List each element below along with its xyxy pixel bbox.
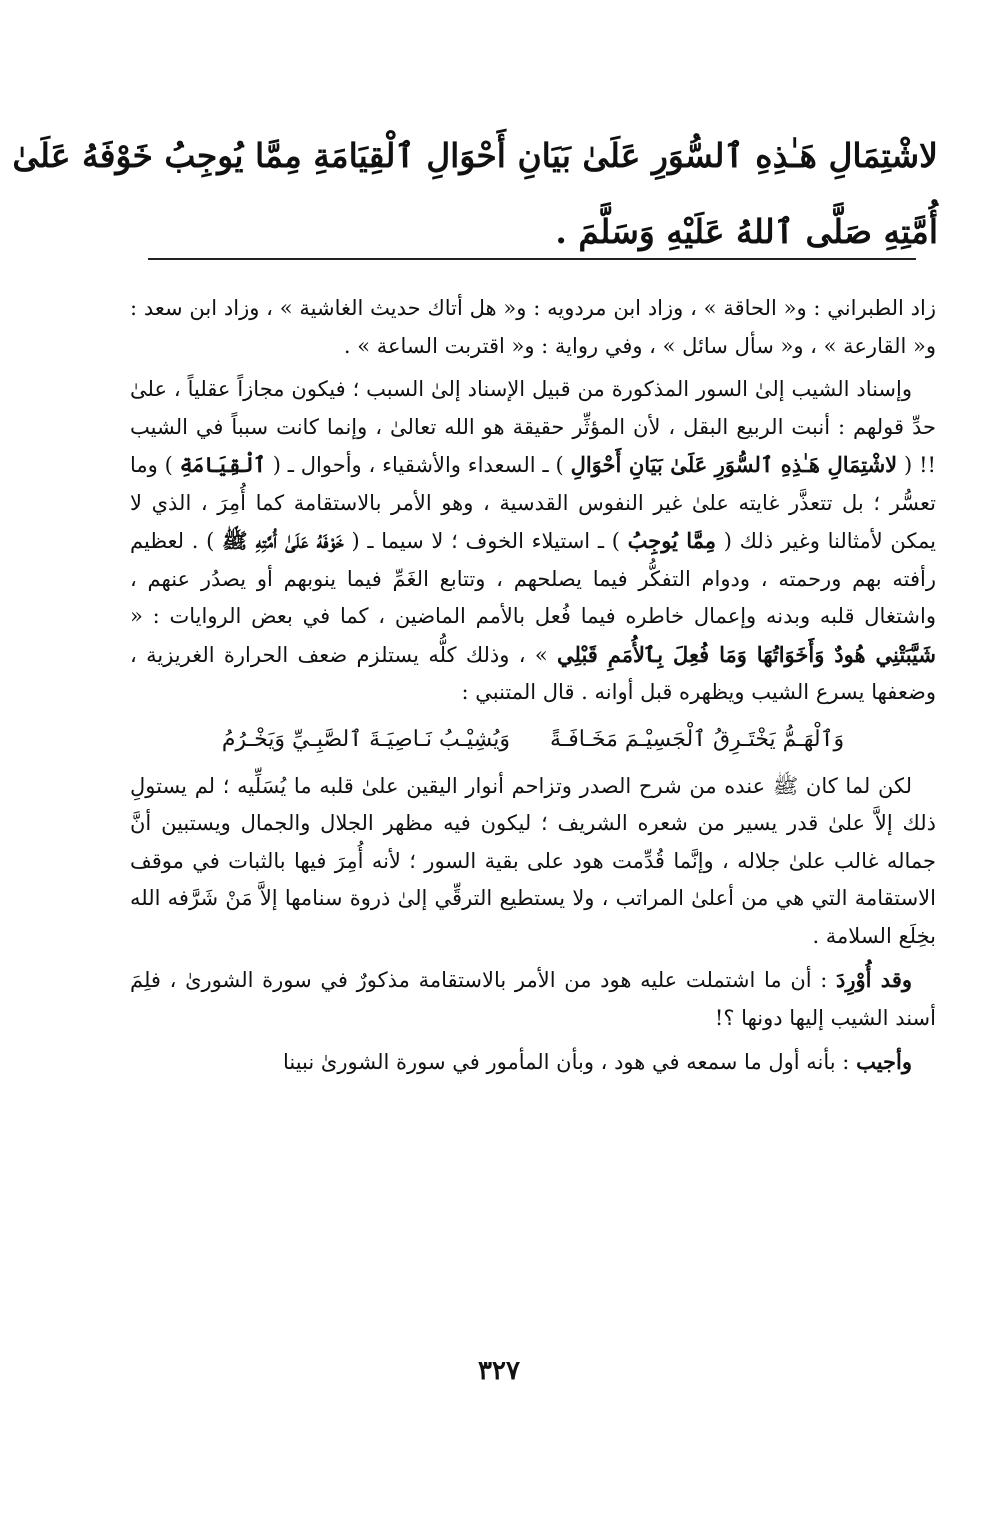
verse-quote: لاشْتِمَالِ هَـٰذِهِ ٱلسُّوَرِ عَلَىٰ بَيَانِ أَحْوَالِ (570, 452, 898, 477)
commentary-paragraph-1: وإسناد الشيب إلىٰ السور المذكورة من قبيل الإسناد إلىٰ السبب ؛ فيكون مجازاً عقلياً ، علىٰ حدِّ قولهم : أنبت الربيع البقل ، لأن المؤثِّر حقيقة هو الله تعالىٰ ، وإنما كانت سبباً في الشيب !! ( لاشْتِمَالِ هَـٰذِهِ ٱلسُّوَرِ عَلَىٰ بَيَانِ أَحْوَالِ ) ـ السعداء والأشقياء ، وأحوال ـ ( ٱلْقِيَامَةِ ) وما تعسُّر ؛ بل تتعذَّر غايته علىٰ غير النفوس القدسية ، وهو الأمر بالاستقامة كما أُمِرَ ، الذي لا يمكن لأمثالنا وغير ذلك ( مِمَّا يُوجِبُ ) ـ استيلاء الخوف ؛ لا سيما ـ ( خَوْفَهُ عَلَىٰ أُمَّتِهِ ﷺ ) . لعظيم رأفته بهم ورحمته ، ودوام التفكُّر فيما يصلحهم ، وتتابع الغَمِّ فيما ينوبهم أو يصدُر عنهم ، واشتغال قلبه وبدنه وإعمال خاطره فيما فُعل بالأمم الماضين ، كما في بعض الروايات : « شَيَّبَتْنِي هُودٌ وَأَخَوَاتُهَا وَمَا فُعِلَ بِٱلأُمَمِ قَبْلِي » ، وذلك كلُّه يستلزم ضعف الحرارة الغريزية ، وضعفها يسرع الشيب ويظهره قبل أوانه . قال المتنبي : (130, 377, 936, 704)
commentary-text (130, 290, 936, 1088)
verse-line-2: أُمَّتِهِ صَلَّى ٱللهُ عَلَيْهِ وَسَلَّمَ . (555, 212, 938, 251)
commentary-paragraph-3: وقد أُوْرِدَ : أن ما اشتملت عليه هود من الأمر بالاستقامة مذكورٌ في سورة الشورىٰ ، فلِمَ أسند الشيب إليها دونها ؟! (130, 967, 936, 1030)
verse-line-1: لاشْتِمَالِ هَـٰذِهِ ٱلسُّوَرِ عَلَىٰ بَيَانِ أَحْوَالِ ٱلْقِيَامَةِ مِمَّا يُوجِبُ خَوْفَهُ عَلَىٰ (12, 136, 938, 175)
poem-first-hemistich: وَٱلْهَـمُّ يَخْتَـرِقُ ٱلْجَسِيْـمَ مَخَـافَـةً (550, 726, 845, 752)
answer-label: وأجيب (856, 1049, 912, 1074)
footnote-divider (148, 258, 916, 260)
commentary-paragraph-4: وأجيب : بأنه أول ما سمعه في هود ، وبأن المأمور في سورة الشورىٰ نبينا (282, 1049, 912, 1074)
quran-verse-block (12, 118, 938, 270)
verse-quote: خَوْفَهُ عَلَىٰ أُمَّتِهِ ﷺ (222, 528, 344, 553)
poem-verse (130, 718, 936, 762)
verse-quote: ٱلْقِيَامَةِ (179, 452, 266, 477)
footnote-paragraph: زاد الطبراني : و« الحاقة » ، وزاد ابن مردويه : و« هل أتاك حديث الغاشية » ، وزاد ابن سعد : و« القارعة » ، و« سأل سائل » ، وفي رواية : و« اقتربت الساعة » . (130, 296, 936, 358)
verse-quote: مِمَّا يُوجِبُ (627, 528, 717, 553)
commentary-paragraph-2: لكن لما كان ﷺ عنده من شرح الصدر وتزاحم أنوار اليقين علىٰ قلبه ما يُسَلِّيه ؛ لم يستولِ ذلك إلاَّ علىٰ قدر يسير من شعره الشريف ؛ ليكون فيه مظهر الجلال والجمال ويستبين أنَّ جماله غالب علىٰ جلاله ، وإنَّما قُدِّمت هود على بقية السور ؛ لأنه أُمِرَ فيها بالثبات في موقف الاستقامة التي هي من أعلىٰ المراتب ، ولا يستطيع الترقِّي إلىٰ ذروة سنامها إلاَّ مَنْ شَرَّفه الله بخِلَع السلامة . (130, 773, 936, 948)
page-number: ٣٢٧ (478, 1356, 520, 1386)
hadith-quote: شَيَّبَتْنِي هُودٌ وَأَخَوَاتُهَا وَمَا فُعِلَ بِٱلأُمَمِ قَبْلِي (556, 641, 936, 667)
objection-label: وقد أُوْرِدَ (836, 967, 912, 992)
poem-second-hemistich: وَيُشِيْـبُ نَـاصِيَـةَ ٱلصَّبِـيِّ وَيَخْـرُمُ (221, 726, 511, 752)
